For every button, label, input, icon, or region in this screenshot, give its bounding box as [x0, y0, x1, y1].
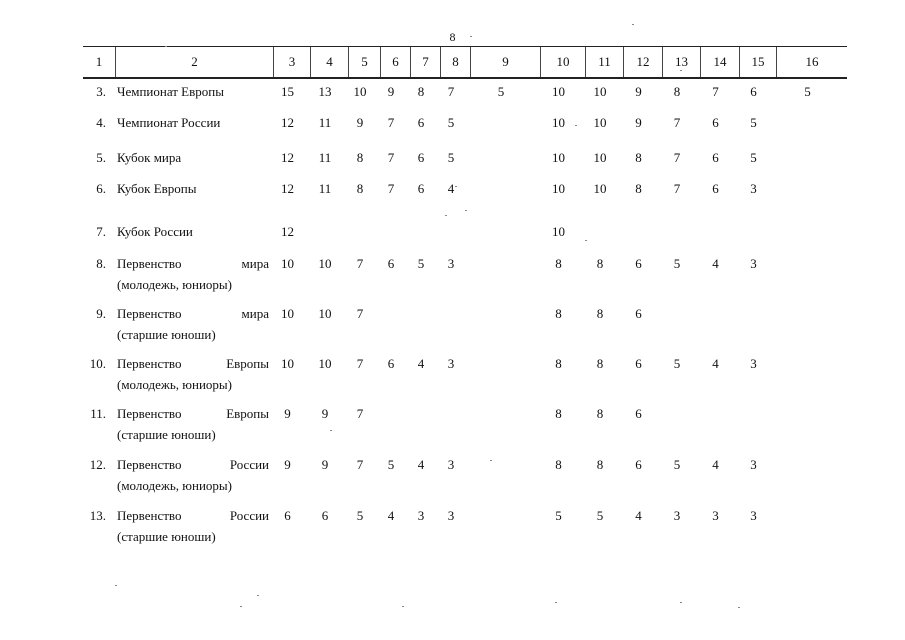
column-header-2: 2: [115, 47, 273, 77]
value-cell-col-11: 8: [596, 256, 604, 271]
value-cell-col-14: 6: [712, 115, 719, 130]
event-name-word: России: [229, 508, 269, 523]
value-cell-col-11: 8: [596, 406, 604, 421]
event-name-word: мира: [241, 306, 269, 321]
column-header-5: 5: [348, 47, 380, 77]
value-cell-col-12: 6: [635, 406, 642, 421]
column-header-11: 11: [585, 47, 623, 77]
value-cell-col-10: 10: [552, 115, 565, 130]
value-cell-col-3: 10: [281, 356, 294, 371]
event-name: [117, 178, 269, 199]
event-name-word: Первенство: [117, 508, 182, 523]
row-number: 10.: [89, 356, 106, 371]
event-name: [117, 147, 269, 168]
value-cell-col-3: 12: [281, 150, 294, 165]
column-header-16: 16: [776, 47, 847, 77]
value-cell-col-12: 9: [635, 115, 642, 130]
event-name-word: Первенство: [117, 457, 182, 472]
value-cell-col-15: 3: [750, 256, 757, 271]
value-cell-col-13: 3: [673, 508, 681, 523]
value-cell-col-14: 7: [712, 84, 719, 99]
value-cell-col-8: 3: [447, 508, 455, 523]
event-name-line: Кубок России: [117, 224, 193, 239]
scan-speck: [738, 607, 740, 608]
row-number: 5.: [96, 150, 106, 165]
value-cell-col-7: 6: [417, 150, 425, 165]
value-cell-col-10: 10: [552, 224, 565, 239]
value-cell-col-11: 8: [596, 306, 604, 321]
value-cell-col-4: 13: [318, 84, 332, 99]
column-header-12: 12: [623, 47, 662, 77]
event-name: [117, 505, 269, 547]
value-cell-col-10: 8: [555, 457, 562, 472]
value-cell-col-10: 5: [555, 508, 562, 523]
value-cell-col-8: 3: [447, 256, 455, 271]
event-name: [117, 403, 269, 445]
value-cell-col-6: 7: [387, 181, 395, 196]
value-cell-col-10: 8: [555, 356, 562, 371]
value-cell-col-4: 9: [321, 457, 329, 472]
value-cell-col-7: 5: [417, 256, 425, 271]
event-name-word: Европы: [226, 356, 269, 371]
scan-speck: [240, 606, 242, 607]
value-cell-col-12: 8: [635, 181, 642, 196]
value-cell-col-3: 6: [284, 508, 291, 523]
event-name-word: России: [229, 457, 269, 472]
value-cell-col-15: 5: [750, 150, 757, 165]
event-name-line: Кубок Европы: [117, 181, 197, 196]
scan-speck: [680, 602, 682, 603]
value-cell-col-12: 6: [635, 356, 642, 371]
value-cell-col-4: 10: [318, 306, 332, 321]
value-cell-col-6: 4: [387, 508, 395, 523]
value-cell-col-7: 8: [417, 84, 425, 99]
value-cell-col-12: 6: [635, 256, 642, 271]
column-header-8: 8: [440, 47, 470, 77]
event-name-line: [117, 303, 269, 324]
column-header-6: 6: [380, 47, 410, 77]
event-name-word: Первенство: [117, 256, 182, 271]
event-name-subline: (молодежь, юниоры): [117, 277, 232, 292]
event-name-line: [117, 353, 269, 374]
column-header-4: 4: [310, 47, 348, 77]
value-cell-col-9: 5: [497, 84, 505, 99]
value-cell-col-4: 10: [318, 256, 332, 271]
value-cell-col-5: 7: [356, 256, 364, 271]
value-cell-col-4: 11: [318, 150, 332, 165]
value-cell-col-10: 10: [552, 181, 565, 196]
value-cell-col-3: 10: [281, 256, 294, 271]
value-cell-col-4: 10: [318, 356, 332, 371]
event-name-line: [117, 454, 269, 475]
value-cell-col-3: 9: [284, 457, 291, 472]
row-number: 7.: [96, 224, 106, 239]
scan-speck: [470, 36, 472, 37]
value-cell-col-11: 10: [593, 150, 607, 165]
value-cell-col-7: 6: [417, 181, 425, 196]
value-cell-col-13: 7: [673, 115, 681, 130]
scan-speck: [445, 215, 447, 216]
event-name: [117, 353, 269, 395]
value-cell-col-5: 8: [356, 181, 364, 196]
scan-speck: [115, 585, 117, 586]
value-cell-col-14: 3: [712, 508, 719, 523]
value-cell-col-8: 5: [447, 150, 455, 165]
event-name: [117, 81, 269, 102]
value-cell-col-5: 7: [356, 356, 364, 371]
scan-speck: [455, 186, 457, 187]
value-cell-col-11: 5: [596, 508, 604, 523]
value-cell-col-15: 5: [750, 115, 757, 130]
event-name-word: Европы: [226, 406, 269, 421]
value-cell-col-11: 8: [596, 356, 604, 371]
value-cell-col-14: 6: [712, 181, 719, 196]
column-header-7: 7: [410, 47, 440, 77]
row-number: 3.: [96, 84, 106, 99]
value-cell-col-5: 7: [356, 406, 364, 421]
event-name: [117, 112, 269, 133]
value-cell-col-11: 8: [596, 457, 604, 472]
value-cell-col-6: 7: [387, 150, 395, 165]
value-cell-col-13: 8: [673, 84, 681, 99]
value-cell-col-14: 4: [712, 256, 719, 271]
value-cell-col-3: 12: [281, 181, 294, 196]
page-number: 8: [449, 30, 456, 44]
scan-speck: [165, 46, 167, 47]
value-cell-col-3: 10: [281, 306, 294, 321]
value-cell-col-11: 10: [593, 84, 607, 99]
column-header-15: 15: [739, 47, 776, 77]
value-cell-col-7: 6: [417, 115, 425, 130]
event-name: [117, 303, 269, 345]
value-cell-col-15: 3: [750, 457, 757, 472]
event-name: [117, 454, 269, 496]
value-cell-col-14: 6: [712, 150, 719, 165]
value-cell-col-12: 9: [635, 84, 642, 99]
value-cell-col-14: 4: [712, 356, 719, 371]
column-header-1: 1: [95, 54, 103, 69]
value-cell-col-10: 10: [552, 84, 565, 99]
table-header-row: [83, 46, 847, 79]
scan-speck: [490, 460, 492, 461]
value-cell-col-15: 3: [750, 356, 757, 371]
value-cell-col-4: 11: [318, 181, 332, 196]
value-cell-col-10: 10: [552, 150, 565, 165]
column-header-14: 14: [700, 47, 739, 77]
value-cell-col-7: 4: [417, 356, 425, 371]
value-cell-col-14: 4: [712, 457, 719, 472]
event-name-subline: (молодежь, юниоры): [117, 478, 232, 493]
value-cell-col-16: 5: [804, 84, 811, 99]
column-header-13: 13: [662, 47, 700, 77]
value-cell-col-8: 4: [447, 181, 455, 196]
value-cell-col-5: 5: [356, 508, 364, 523]
column-header-10: 10: [540, 47, 585, 77]
value-cell-col-7: 3: [417, 508, 425, 523]
scan-speck: [465, 210, 467, 211]
value-cell-col-11: 10: [593, 181, 607, 196]
value-cell-col-8: 7: [447, 84, 455, 99]
scan-speck: [402, 606, 404, 607]
event-name-word: Первенство: [117, 356, 182, 371]
row-number: 12.: [89, 457, 106, 472]
value-cell-col-12: 6: [635, 306, 642, 321]
value-cell-col-3: 12: [281, 115, 294, 130]
value-cell-col-5: 9: [356, 115, 364, 130]
scan-speck: [575, 125, 577, 126]
event-name-subline: (старшие юноши): [117, 327, 216, 342]
event-name-word: Первенство: [117, 306, 182, 321]
value-cell-col-10: 8: [555, 256, 562, 271]
event-name-word: Первенство: [117, 406, 182, 421]
value-cell-col-5: 8: [356, 150, 364, 165]
event-name: [117, 221, 269, 242]
value-cell-col-4: 6: [321, 508, 329, 523]
value-cell-col-12: 8: [635, 150, 642, 165]
value-cell-col-12: 4: [635, 508, 642, 523]
value-cell-col-15: 6: [750, 84, 757, 99]
value-cell-col-6: 6: [387, 256, 395, 271]
event-name-line: [117, 403, 269, 424]
value-cell-col-8: 3: [447, 457, 455, 472]
row-number: 8.: [96, 256, 106, 271]
value-cell-col-3: 12: [281, 224, 294, 239]
value-cell-col-10: 8: [555, 306, 562, 321]
value-cell-col-12: 6: [635, 457, 642, 472]
value-cell-col-8: 3: [447, 356, 455, 371]
value-cell-col-4: 9: [321, 406, 329, 421]
value-cell-col-6: 5: [387, 457, 395, 472]
column-header-9: 9: [470, 47, 540, 77]
value-cell-col-7: 4: [417, 457, 425, 472]
event-name-line: Чемпионат России: [117, 115, 221, 130]
row-number: 13.: [89, 508, 106, 523]
value-cell-col-10: 8: [555, 406, 562, 421]
value-cell-col-13: 5: [673, 256, 681, 271]
value-cell-col-8: 5: [447, 115, 455, 130]
row-number: 11.: [90, 406, 106, 421]
event-name-subline: (старшие юноши): [117, 427, 216, 442]
value-cell-col-11: 10: [593, 115, 607, 130]
event-name-line: Чемпионат Европы: [117, 84, 224, 99]
event-name-subline: (старшие юноши): [117, 529, 216, 544]
value-cell-col-6: 9: [387, 84, 395, 99]
value-cell-col-5: 10: [353, 84, 367, 99]
value-cell-col-13: 5: [673, 457, 681, 472]
value-cell-col-6: 7: [387, 115, 395, 130]
scan-speck: [257, 595, 259, 596]
event-name-subline: (молодежь, юниоры): [117, 377, 232, 392]
row-number: 9.: [96, 306, 106, 321]
scan-speck: [555, 602, 557, 603]
value-cell-col-3: 9: [284, 406, 291, 421]
row-number: 6.: [96, 181, 106, 196]
row-number: 4.: [96, 115, 106, 130]
value-cell-col-15: 3: [750, 181, 757, 196]
value-cell-col-4: 11: [318, 115, 332, 130]
value-cell-col-6: 6: [387, 356, 395, 371]
value-cell-col-15: 3: [750, 508, 757, 523]
event-name-line: Кубок мира: [117, 150, 182, 165]
value-cell-col-3: 15: [281, 84, 294, 99]
value-cell-col-13: 5: [673, 356, 681, 371]
scan-speck: [680, 70, 682, 71]
value-cell-col-5: 7: [356, 457, 364, 472]
column-header-3: 3: [273, 47, 310, 77]
scan-speck: [632, 24, 634, 25]
value-cell-col-13: 7: [673, 150, 681, 165]
scan-speck: [585, 240, 587, 241]
event-name-line: [117, 253, 269, 274]
event-name-line: [117, 505, 269, 526]
value-cell-col-5: 7: [356, 306, 364, 321]
value-cell-col-13: 7: [673, 181, 681, 196]
event-name-word: мира: [241, 256, 269, 271]
event-name: [117, 253, 269, 295]
scan-speck: [330, 430, 332, 431]
